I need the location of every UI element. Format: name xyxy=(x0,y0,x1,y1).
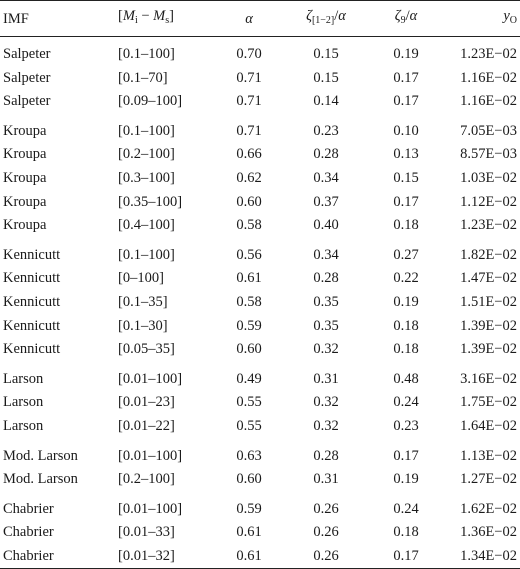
cell-alpha: 0.61 xyxy=(236,270,262,287)
cell-mass-range: [0.2–100] xyxy=(118,146,175,163)
cell-yo: 1.36E−02 xyxy=(460,524,517,541)
cell-zeta12: 0.14 xyxy=(313,93,339,110)
cell-mass-range: [0.1–35] xyxy=(118,293,168,310)
cell-alpha: 0.60 xyxy=(236,341,262,358)
cell-imf: Kennicutt xyxy=(3,246,61,263)
cell-zeta12: 0.32 xyxy=(313,417,339,434)
cell-alpha: 0.66 xyxy=(236,146,262,163)
cell-zeta12: 0.34 xyxy=(313,169,339,186)
cell-yo: 1.16E−02 xyxy=(460,69,517,86)
cell-yo: 8.57E−03 xyxy=(460,146,517,163)
table-row xyxy=(0,468,520,492)
cell-alpha: 0.71 xyxy=(236,122,262,139)
cell-zeta12: 0.40 xyxy=(313,217,339,234)
cell-zeta9: 0.19 xyxy=(393,46,419,62)
cell-yo: 1.34E−02 xyxy=(460,547,517,564)
table-row xyxy=(0,315,520,339)
table-row xyxy=(0,214,520,238)
cell-zeta9: 0.17 xyxy=(393,447,419,464)
cell-imf: Kroupa xyxy=(3,146,47,163)
row-group xyxy=(0,362,520,439)
table-row xyxy=(0,67,520,91)
table-row xyxy=(0,391,520,415)
cell-zeta12: 0.28 xyxy=(313,447,339,464)
cell-zeta12: 0.15 xyxy=(313,46,339,62)
cell-imf: Chabrier xyxy=(3,524,54,541)
cell-zeta12: 0.35 xyxy=(313,317,339,334)
cell-imf: Kroupa xyxy=(3,169,47,186)
cell-alpha: 0.61 xyxy=(236,524,262,541)
cell-zeta12: 0.23 xyxy=(313,122,339,139)
cell-zeta12: 0.34 xyxy=(313,246,339,263)
cell-yo: 1.64E−02 xyxy=(460,417,517,434)
cell-yo: 1.12E−02 xyxy=(460,193,517,210)
cell-zeta12: 0.28 xyxy=(313,146,339,163)
cell-alpha: 0.49 xyxy=(236,370,262,387)
cell-alpha: 0.62 xyxy=(236,169,262,186)
header-alpha: α xyxy=(245,10,253,27)
cell-yo: 1.75E−02 xyxy=(460,394,517,411)
cell-yo: 1.82E−02 xyxy=(460,246,517,263)
cell-alpha: 0.60 xyxy=(236,193,262,210)
cell-yo: 3.16E−02 xyxy=(460,370,517,387)
cell-mass-range: [0.1–100] xyxy=(118,46,175,62)
cell-zeta12: 0.28 xyxy=(313,270,339,287)
cell-zeta12: 0.26 xyxy=(313,547,339,564)
cell-mass-range: [0.35–100] xyxy=(118,193,183,210)
row-group xyxy=(0,37,520,114)
cell-zeta12: 0.35 xyxy=(313,293,339,310)
table-row xyxy=(0,37,520,67)
table-header xyxy=(0,1,520,37)
cell-zeta12: 0.37 xyxy=(313,193,339,210)
cell-mass-range: [0.4–100] xyxy=(118,217,175,234)
cell-yo: 1.16E−02 xyxy=(460,93,517,110)
cell-mass-range: [0.2–100] xyxy=(118,471,175,488)
cell-zeta12: 0.26 xyxy=(313,524,339,541)
cell-alpha: 0.60 xyxy=(236,471,262,488)
header-mass-range: $[M_i - M_s]$ xyxy=(118,8,174,26)
cell-alpha: 0.71 xyxy=(236,93,262,110)
cell-imf: Larson xyxy=(3,370,44,387)
cell-yo: 1.03E−02 xyxy=(460,169,517,186)
cell-imf: Larson xyxy=(3,394,44,411)
cell-alpha: 0.58 xyxy=(236,293,262,310)
cell-zeta9: 0.13 xyxy=(393,146,419,163)
cell-zeta9: 0.24 xyxy=(393,500,419,517)
header-yo: $y_O$ xyxy=(503,8,517,26)
table-row xyxy=(0,167,520,191)
cell-zeta12: 0.31 xyxy=(313,471,339,488)
table-row xyxy=(0,362,520,392)
cell-zeta9: 0.18 xyxy=(393,217,419,234)
cell-mass-range: [0.01–33] xyxy=(118,524,175,541)
cell-zeta9: 0.24 xyxy=(393,394,419,411)
cell-zeta12: 0.15 xyxy=(313,69,339,86)
table-row xyxy=(0,291,520,315)
table-row xyxy=(0,521,520,545)
cell-zeta9: 0.18 xyxy=(393,524,419,541)
header-imf xyxy=(0,1,118,37)
cell-yo: 1.51E−02 xyxy=(460,293,517,310)
cell-mass-range: [0.01–100] xyxy=(118,500,183,517)
cell-imf: Kroupa xyxy=(3,193,47,210)
table-row xyxy=(0,545,520,569)
cell-yo: 1.27E−02 xyxy=(460,471,517,488)
header-row xyxy=(0,1,520,37)
cell-zeta12: 0.31 xyxy=(313,370,339,387)
cell-yo: 1.23E−02 xyxy=(460,46,517,62)
cell-alpha: 0.70 xyxy=(236,46,262,62)
cell-imf: Mod. Larson xyxy=(3,447,78,464)
cell-zeta9: 0.27 xyxy=(393,246,419,263)
cell-mass-range: [0.1–30] xyxy=(118,317,168,334)
cell-alpha: 0.59 xyxy=(236,500,262,517)
cell-imf: Kennicutt xyxy=(3,341,61,358)
cell-alpha: 0.59 xyxy=(236,317,262,334)
cell-mass-range: [0.01–100] xyxy=(118,370,183,387)
cell-imf: Salpeter xyxy=(3,69,51,86)
cell-alpha: 0.55 xyxy=(236,394,262,411)
table-row xyxy=(0,267,520,291)
cell-mass-range: [0.01–23] xyxy=(118,394,175,411)
cell-imf: Kennicutt xyxy=(3,317,61,334)
cell-mass-range: [0.09–100] xyxy=(118,93,183,110)
cell-mass-range: [0.01–100] xyxy=(118,447,183,464)
table-row xyxy=(0,415,520,439)
table-row xyxy=(0,90,520,114)
cell-zeta9: 0.22 xyxy=(393,270,419,287)
cell-zeta9: 0.17 xyxy=(393,193,419,210)
table-row xyxy=(0,143,520,167)
cell-imf: Kroupa xyxy=(3,122,47,139)
table-row xyxy=(0,439,520,469)
cell-zeta9: 0.17 xyxy=(393,69,419,86)
header-zeta12: $\zeta_{[1-2]}/\alpha$ xyxy=(306,8,346,26)
cell-yo: 1.13E−02 xyxy=(460,447,517,464)
cell-zeta9: 0.18 xyxy=(393,341,419,358)
header-imf-text: IMF xyxy=(3,10,29,27)
cell-yo: 1.23E−02 xyxy=(460,217,517,234)
row-group xyxy=(0,439,520,492)
cell-mass-range: [0.01–22] xyxy=(118,417,175,434)
cell-imf: Salpeter xyxy=(3,93,51,110)
cell-imf: Chabrier xyxy=(3,500,54,517)
cell-yo: 1.39E−02 xyxy=(460,341,517,358)
cell-zeta9: 0.17 xyxy=(393,547,419,564)
cell-imf: Kennicutt xyxy=(3,270,61,287)
cell-zeta12: 0.26 xyxy=(313,500,339,517)
row-group xyxy=(0,114,520,238)
cell-zeta9: 0.19 xyxy=(393,471,419,488)
cell-zeta9: 0.15 xyxy=(393,169,419,186)
cell-alpha: 0.56 xyxy=(236,246,262,263)
cell-alpha: 0.61 xyxy=(236,547,262,564)
cell-yo: 1.39E−02 xyxy=(460,317,517,334)
table-row xyxy=(0,191,520,215)
cell-imf: Kennicutt xyxy=(3,293,61,310)
row-group xyxy=(0,492,520,569)
table-row xyxy=(0,238,520,268)
header-zeta9: $\zeta_9/\alpha$ xyxy=(394,8,418,26)
cell-imf: Larson xyxy=(3,417,44,434)
cell-mass-range: [0.1–100] xyxy=(118,122,175,139)
cell-zeta9: 0.23 xyxy=(393,417,419,434)
cell-zeta12: 0.32 xyxy=(313,394,339,411)
cell-imf: Chabrier xyxy=(3,547,54,564)
cell-mass-range: [0.1–70] xyxy=(118,69,168,86)
cell-yo: 1.47E−02 xyxy=(460,270,517,287)
cell-mass-range: [0.1–100] xyxy=(118,246,175,263)
cell-yo: 1.62E−02 xyxy=(460,500,517,517)
table-row xyxy=(0,338,520,362)
cell-alpha: 0.71 xyxy=(236,69,262,86)
cell-zeta9: 0.19 xyxy=(393,293,419,310)
cell-zeta9: 0.17 xyxy=(393,93,419,110)
cell-imf: Salpeter xyxy=(3,46,51,62)
cell-alpha: 0.63 xyxy=(236,447,262,464)
cell-alpha: 0.58 xyxy=(236,217,262,234)
cell-yo: 7.05E−03 xyxy=(460,122,517,139)
table-row xyxy=(0,114,520,144)
cell-mass-range: [0.05–35] xyxy=(118,341,175,358)
cell-imf: Mod. Larson xyxy=(3,471,78,488)
row-group xyxy=(0,238,520,362)
cell-mass-range: [0–100] xyxy=(118,270,164,287)
cell-mass-range: [0.3–100] xyxy=(118,169,175,186)
cell-zeta9: 0.10 xyxy=(393,122,419,139)
table-row xyxy=(0,492,520,522)
cell-zeta12: 0.32 xyxy=(313,341,339,358)
cell-alpha: 0.55 xyxy=(236,417,262,434)
cell-mass-range: [0.01–32] xyxy=(118,547,175,564)
cell-imf: Kroupa xyxy=(3,217,47,234)
cell-zeta9: 0.18 xyxy=(393,317,419,334)
cell-zeta9: 0.48 xyxy=(393,370,419,387)
